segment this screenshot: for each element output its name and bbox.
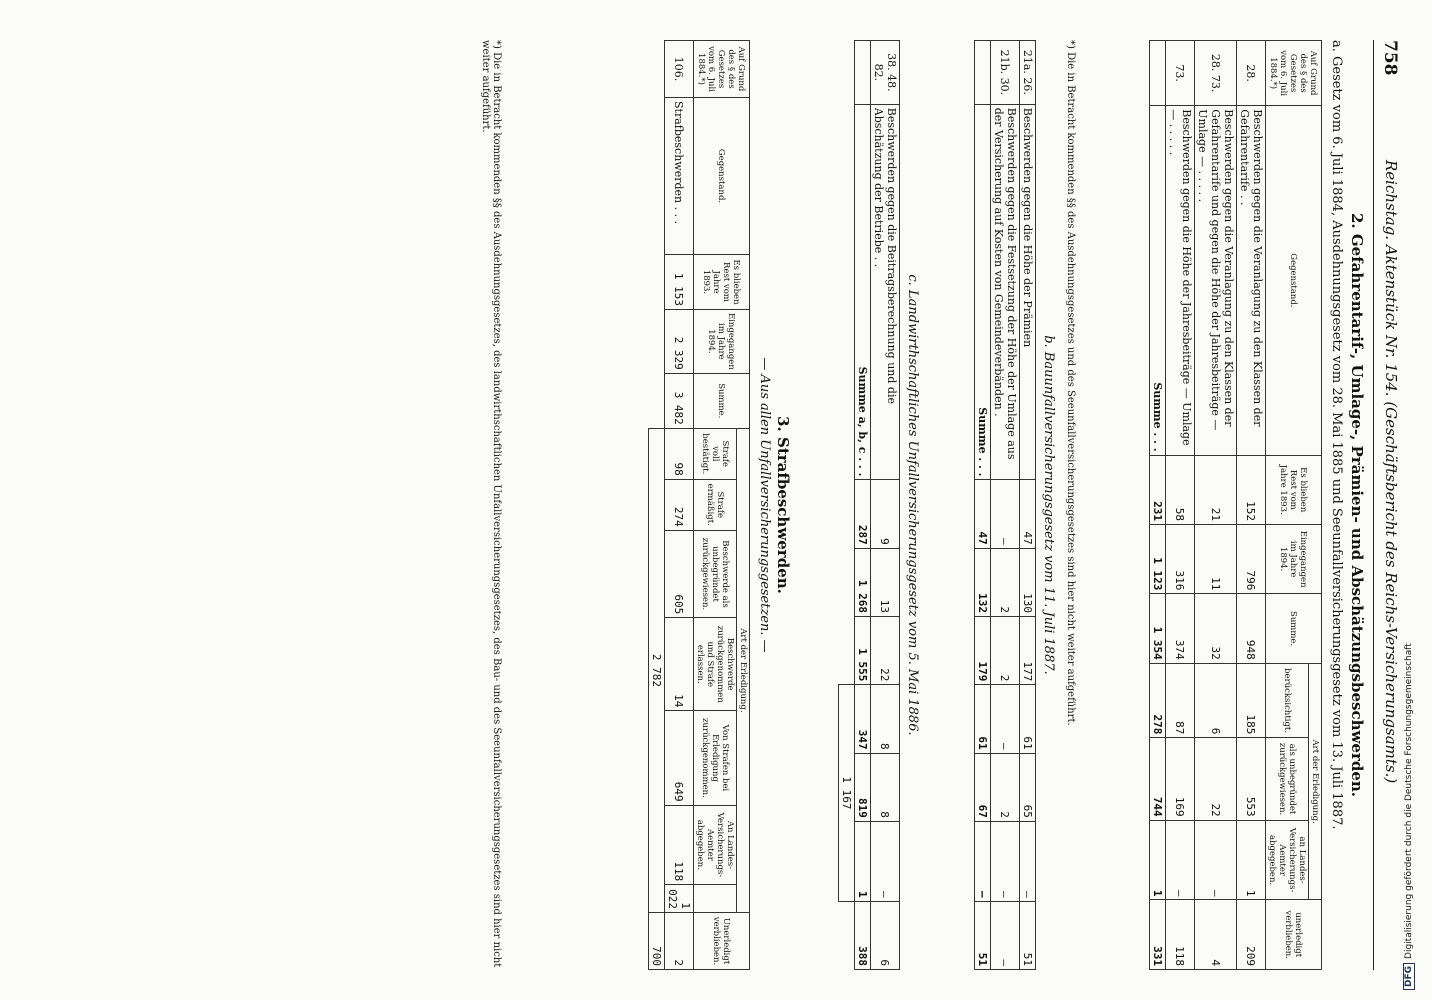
- cell-summe: 177: [1020, 617, 1036, 685]
- col-para: Auf Grund des § des Gesetzes vom 6. Juli 1884.*): [1266, 41, 1322, 106]
- col3-c7: [694, 885, 737, 913]
- col3-c5: Von Strafen bei Erledigung zurückgenommen.: [694, 711, 737, 805]
- cell-rest: 152: [1237, 455, 1266, 524]
- cell-unerl: 118: [1166, 900, 1195, 970]
- cell-abgeg: 1: [855, 821, 871, 901]
- cell-beruck: 347: [855, 685, 871, 753]
- table-2b: [974, 40, 1036, 970]
- cell-c7: 1 022: [665, 885, 694, 913]
- cell-rest: 9: [871, 480, 900, 548]
- table-row: [1166, 41, 1195, 970]
- cell-abgeg: —: [975, 821, 991, 901]
- cell-abgeg: —: [1020, 821, 1036, 901]
- cell-c4: 14: [665, 618, 694, 711]
- table-row: [1237, 41, 1266, 970]
- page-title: Reichstag. Aktenstück Nr. 154. (Geschäftsbericht des Reichs-Versicherungsamts.): [1382, 160, 1400, 784]
- cell-total: 2 782: [649, 428, 665, 912]
- cell-rest: 47: [1020, 480, 1036, 548]
- cell-beruck: 61: [975, 685, 991, 753]
- col-zuruck: als unbegründet zurückgewiesen.: [1266, 738, 1309, 820]
- section-2b-title: b. Bauunfallversicherungsgesetz vom 11. Juli 1887.: [1041, 335, 1056, 675]
- cell-abgeg: —: [991, 821, 1020, 901]
- section-2-title: 2. Gefahrentarif-, Umlage-, Prämien- und Abschätzungsbeschwerden.: [1348, 212, 1366, 798]
- cell-unerl: 209: [1237, 900, 1266, 970]
- section-2a-title: a. Gesetz vom 6. Juli 1884, Ausdehnungsgesetz vom 28. Mai 1885 und Seeunfallversicherungsgesetz vom 13. Juli 1887.: [1329, 40, 1344, 830]
- col-gegenstand: Gegenstand.: [1266, 106, 1322, 455]
- cell-eing: 130: [1020, 548, 1036, 616]
- col3-c4: Beschwerde zurückgenommen und Strafe erlassen.: [694, 618, 737, 711]
- col-beruck: berücksichtigt.: [1266, 663, 1309, 738]
- dfg-logo: DFG: [1403, 963, 1415, 990]
- cell-unerl: 331: [1150, 900, 1166, 970]
- cell-beruck: 6: [1195, 663, 1237, 738]
- cell-unerl: 51: [1020, 901, 1036, 969]
- cell-gegenstand: Summe . . .: [1150, 106, 1166, 455]
- cell-rest: —: [991, 480, 1020, 548]
- page-header: [1376, 40, 1402, 970]
- cell-c1: 98: [665, 428, 694, 479]
- table-row: [1020, 41, 1036, 970]
- cell-gegenstand: Summe . . .: [975, 104, 991, 480]
- cell-summe: 1 354: [1150, 594, 1166, 663]
- cell-rest: 21: [1195, 455, 1237, 524]
- cell-total: 1 167: [839, 685, 855, 901]
- cell-para: 38. 48. 82.: [871, 41, 900, 105]
- footnote-3: *) Die in Betracht kommenden §§ des Ausdehnungsgesetzes, des landwirthschaftlichen Unfallversicherungsgesetzes, des Bau- und des Seeunfallversicherungsgesetzes sind hier nicht weiter aufgeführt.: [480, 40, 502, 968]
- table-row: [665, 41, 694, 970]
- cell-rest: 1 153: [665, 255, 694, 310]
- col-rest: Es blieben Rest vom Jahre 1893.: [1266, 455, 1322, 524]
- table-row-sum: [975, 41, 991, 970]
- cell-para: 21b. 30.: [991, 41, 1020, 105]
- cell-eing: 796: [1237, 524, 1266, 593]
- cell-eing: 1 268: [855, 548, 871, 616]
- page-number: 758: [1380, 40, 1400, 76]
- col3-unerl: Unerledigt verblieben.: [694, 913, 750, 970]
- col3-art: Art der Erledigung.: [737, 428, 750, 912]
- cell-gegenstand: Strafbeschwerden . . .: [665, 98, 694, 255]
- table-row: [871, 41, 900, 970]
- cell-unerl: 51: [975, 901, 991, 969]
- table-row-sum: [855, 41, 871, 970]
- cell-eing: 1 123: [1150, 524, 1166, 593]
- cell-zuruck: 744: [1150, 738, 1166, 820]
- cell-summe: 22: [871, 617, 900, 685]
- cell-c5: 649: [665, 711, 694, 805]
- table-2c: [838, 40, 900, 970]
- cell-eing: 13: [871, 548, 900, 616]
- table-row-total: [649, 41, 665, 970]
- cell-abgeg: 1: [1150, 820, 1166, 900]
- table-row-total: [839, 41, 855, 970]
- cell-gegenstand: Beschwerden gegen die Veranlagung zu den Klassen der Gefahrentarife und gegen die Höhe der Jahresbeiträge — Umlage — . . . . .: [1195, 106, 1237, 455]
- cell-para: [975, 41, 991, 105]
- footnote-2a: *) Die in Betracht kommenden §§ des Ausdehnungsgesetzes und des Seeunfallversicherungsgesetzes sind hier nicht weiter aufgeführt.: [1065, 40, 1076, 726]
- col3-para: Auf Grund des § des Gesetzes vom 6. Juli 1884.*): [694, 41, 750, 98]
- cell-rest: 231: [1150, 455, 1166, 524]
- cell-para: [855, 41, 871, 105]
- rotated-content: [107, 40, 1402, 970]
- digitization-text: Digitalisierung gefördert durch die Deutsche Forschungsgemeinschaft: [1404, 643, 1414, 959]
- cell-eing: 316: [1166, 524, 1195, 593]
- cell-zuruck: 8: [871, 753, 900, 821]
- cell-para: [1150, 41, 1166, 106]
- cell-eing: 11: [1195, 524, 1237, 593]
- col3-summe: Summe.: [694, 373, 750, 428]
- col-eing: Eingegangen im Jahre 1894.: [1266, 524, 1322, 593]
- cell-eing: 132: [975, 548, 991, 616]
- cell-unerl: —: [991, 901, 1020, 969]
- cell-eing: 2 329: [665, 310, 694, 374]
- cell-summe: 3 482: [665, 373, 694, 428]
- cell-beruck: 61: [1020, 685, 1036, 753]
- cell-c3: 605: [665, 530, 694, 617]
- cell-zuruck: 169: [1166, 738, 1195, 820]
- cell-zuruck: 819: [855, 753, 871, 821]
- cell-para: 73.: [1166, 41, 1195, 106]
- cell-gegenstand: Beschwerden gegen die Höhe der Jahresbeiträge — Umlage — . . . . .: [1166, 106, 1195, 455]
- col3-eing: Eingegangen im Jahre 1894.: [694, 310, 750, 374]
- cell-gegenstand: Beschwerden gegen die Veranlagung zu den Klassen der Gefahrentarife . .: [1237, 106, 1266, 455]
- cell-eing: 2: [991, 548, 1020, 616]
- cell-abgeg: —: [871, 821, 900, 901]
- cell-summe: 948: [1237, 594, 1266, 663]
- cell-gegenstand: Summe a, b, c . . .: [855, 104, 871, 480]
- cell-beruck: 278: [1150, 663, 1166, 738]
- col-unerl: unerledigt verblieben.: [1266, 900, 1322, 970]
- cell-unerl: 4: [1195, 900, 1237, 970]
- cell-unerl: 388: [855, 901, 871, 969]
- cell-para: 21a. 26.: [1020, 41, 1036, 105]
- cell-summe: 179: [975, 617, 991, 685]
- section-3-title: 3. Strafbeschwerden.: [774, 416, 792, 594]
- cell-gegenstand: Beschwerden gegen die Festsetzung der Höhe der Umlage aus der Versicherung auf Kosten von Gemeindeverbänden .: [991, 104, 1020, 480]
- cell-unerl-c8: 2: [665, 913, 694, 970]
- header-rule: [1373, 40, 1374, 970]
- cell-summe: 1 555: [855, 617, 871, 685]
- cell-summe: 32: [1195, 594, 1237, 663]
- table-row-sum: [1150, 41, 1166, 970]
- cell-abgeg: —: [1195, 820, 1237, 900]
- cell-para: 28.: [1237, 41, 1266, 106]
- cell-rest: 287: [855, 480, 871, 548]
- cell-unerl: 6: [871, 901, 900, 969]
- cell-gegenstand: Beschwerden gegen die Beitragsberechnung und die Abschätzung der Betriebe . .: [871, 104, 900, 480]
- section-3-subtitle: — Aus allen Unfallversicherungsgesetzen. —: [757, 357, 772, 653]
- col3-rest: Es blieben Rest vom Jahre 1893.: [694, 255, 750, 310]
- section-2c-title: c. Landwirthschaftliches Unfallversicherungsgesetz vom 5. Mai 1886.: [905, 274, 920, 736]
- cell-zuruck: 65: [1020, 753, 1036, 821]
- cell-beruck: 185: [1237, 663, 1266, 738]
- cell-c6: 118: [665, 805, 694, 885]
- cell-unerl: 700: [649, 913, 665, 970]
- cell-gegenstand: Beschwerden gegen die Höhe der Prämien: [1020, 104, 1036, 480]
- col3-gegenstand: Gegenstand.: [694, 98, 750, 255]
- col-summe: Summe.: [1266, 594, 1322, 663]
- cell-zuruck: 67: [975, 753, 991, 821]
- cell-zuruck: 553: [1237, 738, 1266, 820]
- cell-beruck: 87: [1166, 663, 1195, 738]
- table-row: [991, 41, 1020, 970]
- table-row: [1195, 41, 1237, 970]
- col3-c3: Beschwerde als unbegründet zurückgewiesen.: [694, 530, 737, 617]
- cell-para: 28. 73.: [1195, 41, 1237, 106]
- cell-summe: 374: [1166, 594, 1195, 663]
- table-3: [648, 40, 750, 970]
- col-art: Art der Erledigung.: [1309, 663, 1322, 900]
- cell-rest: 47: [975, 480, 991, 548]
- cell-beruck: —: [991, 685, 1020, 753]
- col3-c1: Strafe voll bestätigt.: [694, 428, 737, 479]
- table-2a: [1149, 40, 1322, 970]
- cell-para: 106.: [665, 41, 694, 98]
- cell-zuruck: 2: [991, 753, 1020, 821]
- cell-rest: 58: [1166, 455, 1195, 524]
- cell-summe: 2: [991, 617, 1020, 685]
- col3-c2: Strafe ermäßigt.: [694, 479, 737, 530]
- cell-abgeg: 1: [1237, 820, 1266, 900]
- cell-c2: 274: [665, 479, 694, 530]
- cell-beruck: 8: [871, 685, 900, 753]
- col3-c6: An Landes-Versicherungs-Aemter abgegeben.: [694, 805, 737, 885]
- cell-abgeg: —: [1166, 820, 1195, 900]
- cell-zuruck: 22: [1195, 738, 1237, 820]
- digitization-note: [1403, 50, 1415, 990]
- col-abgeg: an Landes-Versicherungs-Aemter abgegeben.: [1266, 820, 1309, 900]
